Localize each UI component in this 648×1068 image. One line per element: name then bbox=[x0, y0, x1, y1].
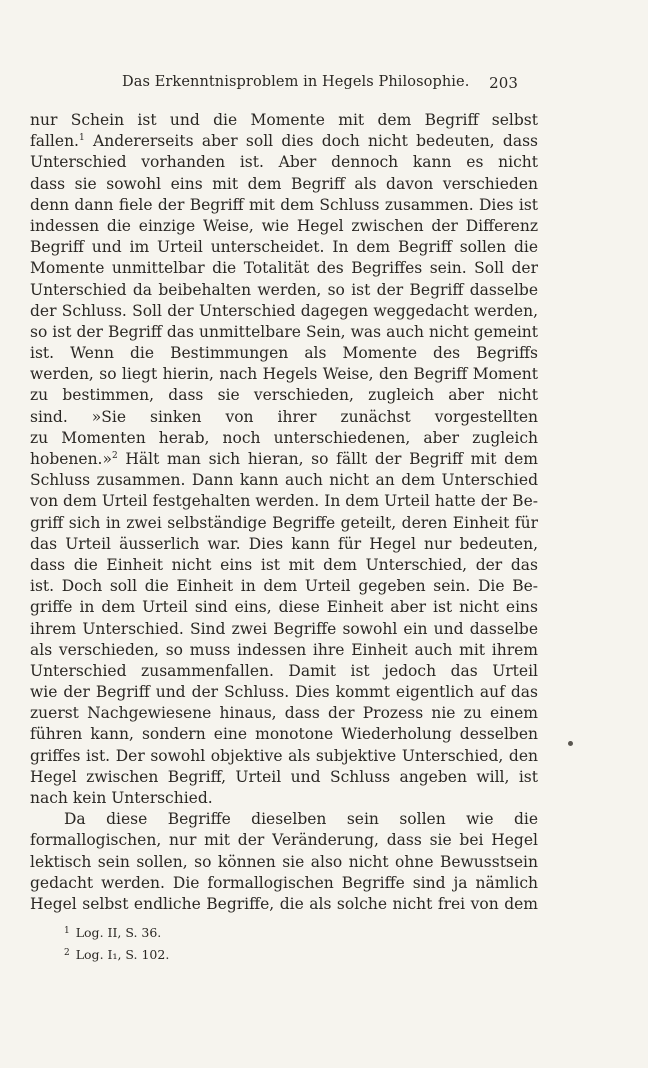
footnote-ref: 1 bbox=[78, 133, 85, 144]
text-line: Hegel zwischen Begriff, Urteil und Schluss angeben will, ist bbox=[30, 767, 538, 786]
text-line: ist. Doch soll die Einheit in dem Urteil gegeben sein. Die Be- bbox=[30, 577, 538, 596]
text-line: Hegel selbst endliche Begriffe, die als solche nicht frei von dem bbox=[30, 894, 538, 913]
text-line: ist. Wenn die Bestimmungen als Momente des Begriffs bbox=[30, 344, 538, 363]
text-line: Begriff und im Urteil unterscheidet. In dem Begriff sollen die bbox=[30, 238, 538, 257]
footnote bbox=[64, 921, 169, 943]
text-line: zu Momenten herab, noch unterschiedenen, aber zugleich bbox=[30, 428, 538, 447]
text-line: führen kann, sondern eine monotone Wiederholung desselben bbox=[30, 725, 538, 744]
text-fragment: hobenen.» bbox=[30, 450, 112, 468]
text-line: Schluss zusammen. Dann kann auch nicht an dem Unterschied bbox=[30, 471, 538, 490]
text-line: Unterschied da beibehalten werden, so ist der Begriff dasselbe bbox=[30, 280, 538, 299]
text-line: formallogischen, nur mit der Veränderung, dass sie bei Hegel bbox=[30, 831, 538, 850]
margin-mark bbox=[568, 741, 573, 746]
text-fragment: Hält man sich hieran, so fällt der Begriff mit dem bbox=[125, 450, 538, 468]
page-number: 203 bbox=[489, 74, 518, 92]
text-fragment: Andererseits aber soll dies doch nicht bedeuten, dass bbox=[93, 132, 538, 151]
text-line: als verschieden, so muss indessen ihre Einheit auch mit ihrem bbox=[30, 640, 538, 659]
footnote-text: Log. I₁, S. 102. bbox=[75, 947, 170, 962]
text-line: lektisch sein sollen, so können sie also nicht ohne Bewusstsein bbox=[30, 852, 538, 871]
text-line: ihrem Unterschied. Sind zwei Begriffe sowohl ein und dasselbe bbox=[30, 619, 538, 638]
text-line: griffe in dem Urteil sind eins, diese Einheit aber ist nicht eins bbox=[30, 598, 538, 617]
text-line: Da diese Begriffe dieselben sein sollen wie die bbox=[64, 810, 538, 829]
text-line: der Schluss. Soll der Unterschied dagegen weggedacht werden, bbox=[30, 301, 538, 320]
text-line: sind. »Sie sinken von ihrer zunächst vorgestellten bbox=[30, 407, 538, 426]
body-text bbox=[30, 110, 538, 915]
running-head bbox=[30, 74, 518, 96]
text-line: griff sich in zwei selbständige Begriffe geteilt, deren Einheit für bbox=[30, 513, 538, 532]
text-line: nur Schein ist und die Momente mit dem Begriff selbst bbox=[30, 111, 538, 129]
footnote-mark: 1 bbox=[64, 926, 70, 936]
text-line bbox=[30, 131, 538, 152]
text-fragment: fallen. bbox=[30, 132, 79, 151]
text-line: so ist der Begriff das unmittelbare Sein, was auch nicht gemeint bbox=[30, 322, 538, 341]
text-line: dass sie sowohl eins mit dem Begriff als davon verschieden bbox=[30, 174, 538, 193]
text-line: zuerst Nachgewiesene hinaus, dass der Prozess nie zu einem bbox=[30, 704, 538, 723]
text-line: Momente unmittelbar die Totalität des Begriffes sein. Soll der bbox=[30, 259, 538, 278]
text-line: Unterschied vorhanden ist. Aber dennoch kann es nicht bbox=[30, 153, 538, 172]
text-line: gedacht werden. Die formallogischen Begriffe sind ja nämlich bbox=[30, 873, 538, 892]
footnote-ref: 2 bbox=[111, 451, 118, 461]
text-line: Unterschied zusammenfallen. Damit ist jedoch das Urteil bbox=[30, 661, 538, 680]
text-line: das Urteil äusserlich war. Dies kann für Hegel nur bedeuten, bbox=[30, 534, 538, 553]
text-line: dass die Einheit nicht eins ist mit dem Unterschied, der das bbox=[30, 555, 538, 574]
text-line: zu bestimmen, dass sie verschieden, zugleich aber nicht bbox=[30, 386, 538, 405]
text-line: werden, so liegt hierin, nach Hegels Weise, den Begriff Moment bbox=[30, 365, 538, 384]
text-line: nach kein Unterschied. bbox=[30, 789, 213, 807]
footnotes bbox=[64, 921, 169, 965]
running-title: Das Erkenntnisproblem in Hegels Philosophie. bbox=[122, 74, 470, 90]
text-line: indessen die einzige Weise, wie Hegel zwischen der Differenz bbox=[30, 216, 538, 235]
footnote bbox=[64, 943, 169, 965]
text-line: wie der Begriff und der Schluss. Dies kommt eigentlich auf das bbox=[30, 683, 538, 702]
text-line: griffes ist. Der sowohl objektive als subjektive Unterschied, den bbox=[30, 746, 538, 765]
text-line bbox=[30, 449, 538, 470]
footnote-text: Log. II, S. 36. bbox=[75, 925, 162, 940]
footnote-mark: 2 bbox=[64, 948, 70, 958]
text-line: von dem Urteil festgehalten werden. In dem Urteil hatte der Be- bbox=[30, 492, 538, 511]
text-line: denn dann fiele der Begriff mit dem Schluss zusammen. Dies ist bbox=[30, 195, 538, 214]
